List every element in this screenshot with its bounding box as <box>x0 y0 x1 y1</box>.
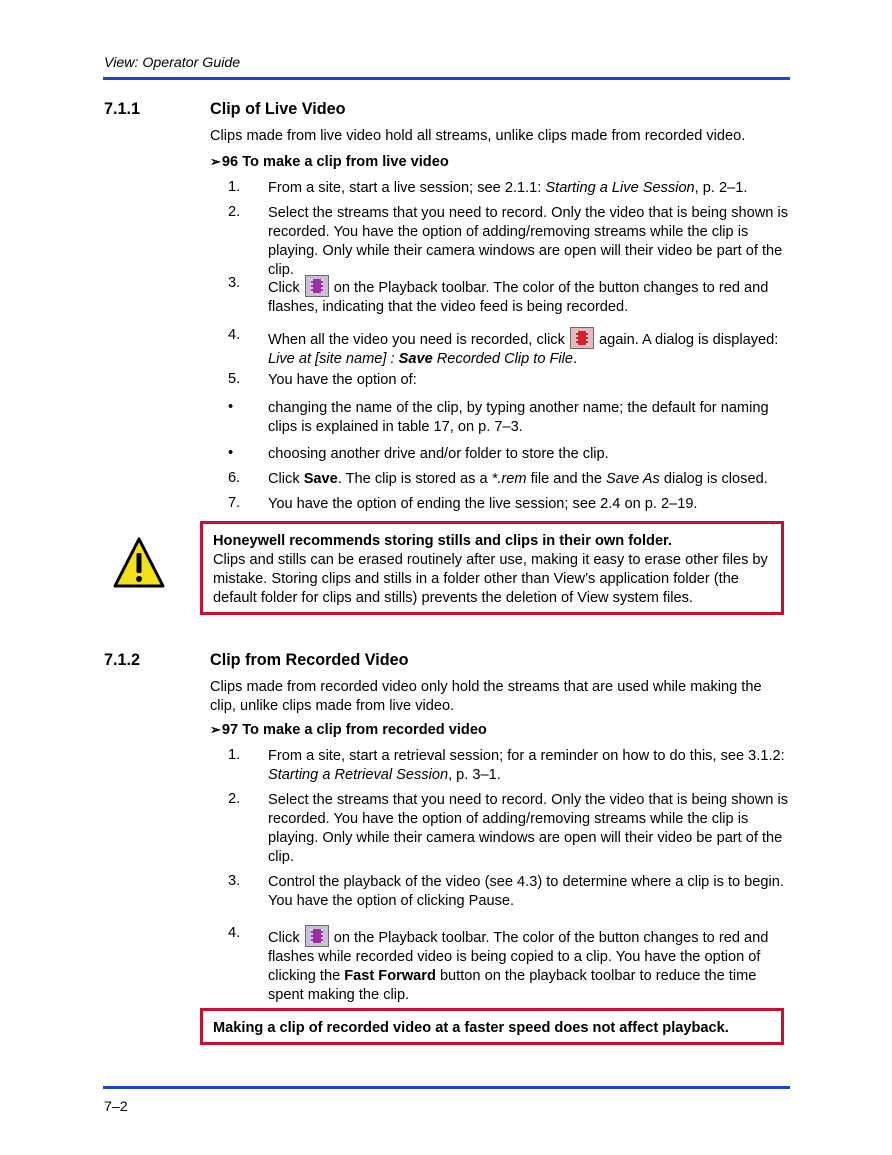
note-text: Making a clip of recorded video at a faster speed does not affect playback. <box>213 1020 729 1036</box>
note-heading: Honeywell recommends storing stills and clips in their own folder. <box>213 533 672 549</box>
arrow-bullet-icon: ➢ <box>210 722 221 737</box>
clip-record-icon <box>305 925 329 947</box>
section-intro: Clips made from live video hold all streams, unlike clips made from recorded video. <box>210 128 746 144</box>
note-box <box>200 1008 784 1045</box>
footer-rule <box>103 1086 790 1089</box>
section-title: Clip from Recorded Video <box>210 651 409 669</box>
section-title: Clip of Live Video <box>210 100 346 118</box>
warning-triangle-icon <box>112 536 166 590</box>
procedure-heading: ➢97 To make a clip from recorded video <box>210 722 487 738</box>
section-number: 7.1.1 <box>104 100 141 118</box>
procedure-heading: ➢96 To make a clip from live video <box>210 154 449 170</box>
clip-record-icon <box>305 275 329 297</box>
note-box <box>200 521 784 615</box>
section-intro: Clips made from recorded video only hold the streams that are used while making the clip, unlike clips made from live video. <box>210 679 762 714</box>
note-body: Clips and stills can be erased routinely after use, making it easy to erase other files by mistake. Storing clips and stills in a folder other than View’s application folder (the default folder for clips and stills) prevents the deletion of View system files. <box>213 552 768 606</box>
page-number: 7–2 <box>104 1099 128 1115</box>
header-rule <box>103 77 790 80</box>
clip-record-active-icon <box>570 327 594 349</box>
header-title: View: Operator Guide <box>104 55 241 71</box>
section-number: 7.1.2 <box>104 651 141 669</box>
arrow-bullet-icon: ➢ <box>210 154 221 169</box>
